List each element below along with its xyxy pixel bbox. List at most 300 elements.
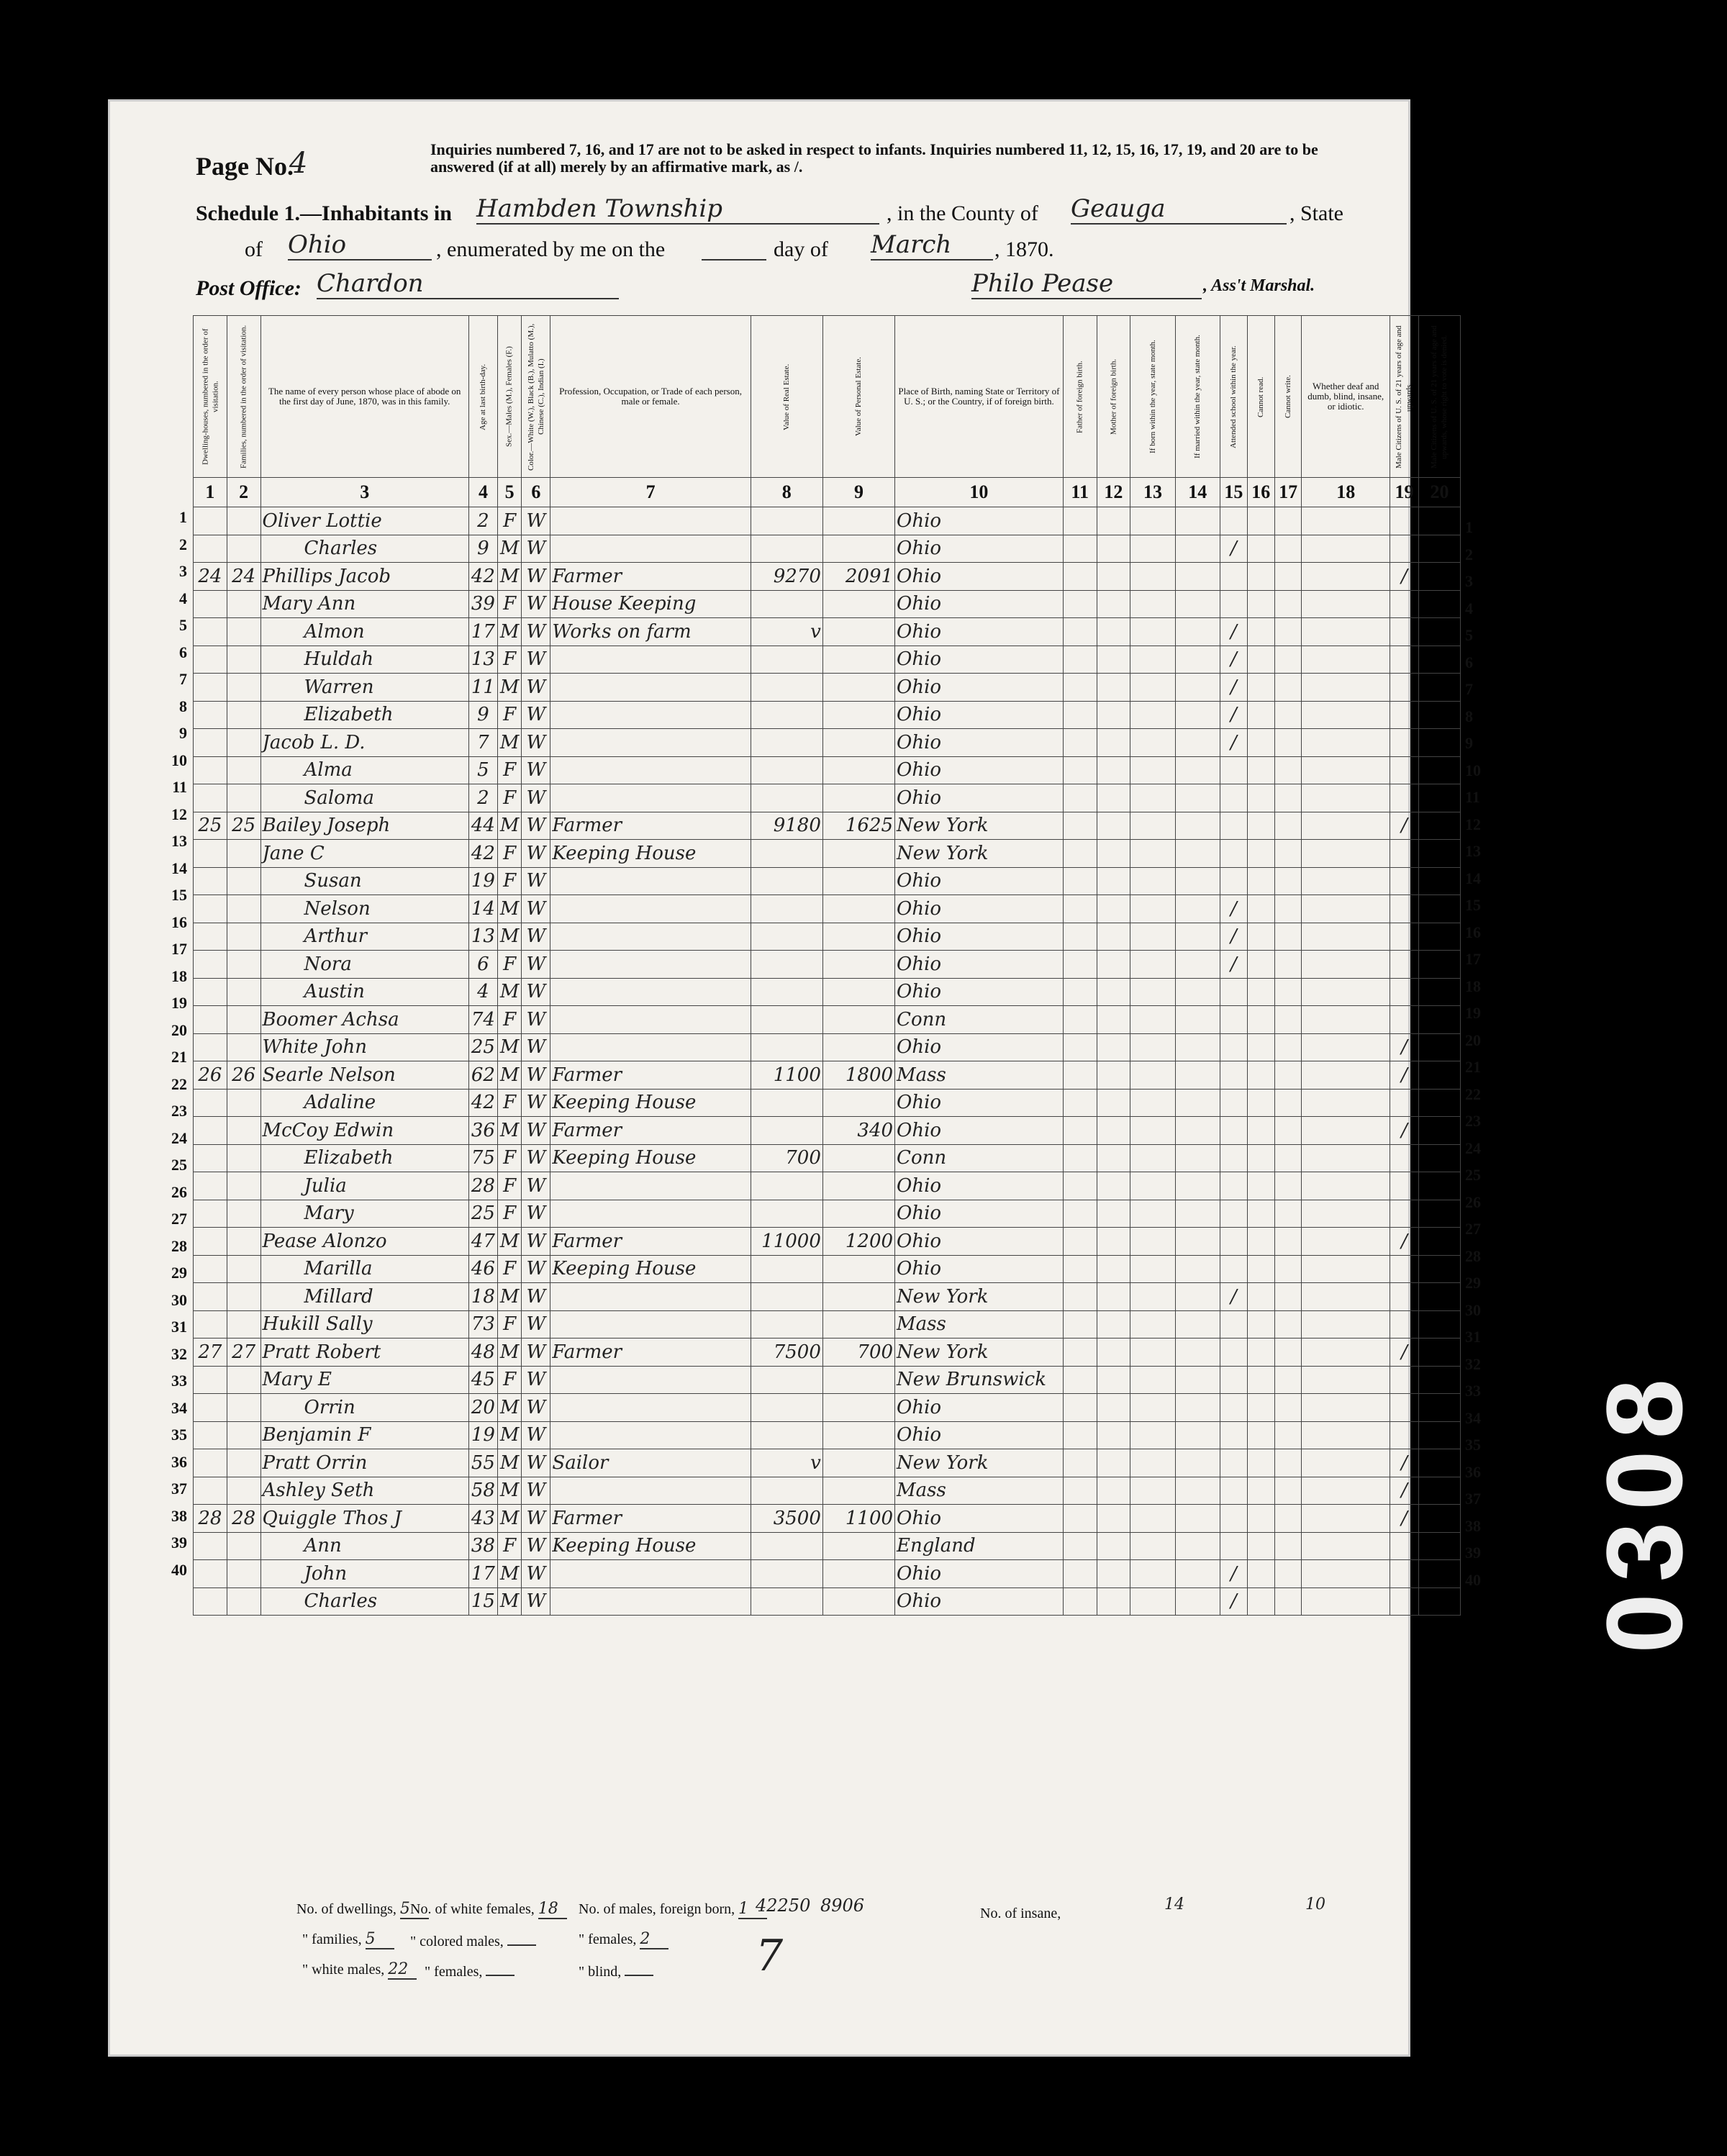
row-number-right: 4 bbox=[1465, 599, 1473, 617]
age: 45 bbox=[468, 1366, 497, 1394]
column-header-17: Cannot write. bbox=[1274, 316, 1302, 478]
row-number-right: 19 bbox=[1465, 1004, 1481, 1022]
color: W bbox=[522, 1394, 550, 1422]
born-within-year bbox=[1130, 812, 1175, 840]
father-foreign bbox=[1063, 895, 1097, 923]
married-within-year bbox=[1175, 1200, 1220, 1228]
row-number-left: 28 bbox=[171, 1236, 187, 1255]
father-foreign bbox=[1063, 1117, 1097, 1145]
sex: F bbox=[497, 1255, 521, 1283]
color: W bbox=[522, 1532, 550, 1560]
person-name: Alma bbox=[260, 756, 468, 784]
family-number bbox=[227, 1089, 260, 1117]
cannot-read bbox=[1247, 1532, 1274, 1560]
mother-foreign bbox=[1097, 1394, 1130, 1422]
family-number bbox=[227, 1033, 260, 1061]
mother-foreign bbox=[1097, 1117, 1130, 1145]
sex: M bbox=[497, 895, 521, 923]
table-row bbox=[194, 1200, 1461, 1228]
personal-estate-value bbox=[822, 1283, 894, 1311]
real-estate-value bbox=[751, 895, 822, 923]
age: 2 bbox=[468, 784, 497, 812]
vote-denied bbox=[1418, 1144, 1460, 1172]
father-foreign bbox=[1063, 867, 1097, 895]
born-within-year bbox=[1130, 1061, 1175, 1090]
attended-school bbox=[1220, 1228, 1247, 1256]
family-number bbox=[227, 590, 260, 618]
born-within-year bbox=[1130, 1394, 1175, 1422]
table-row bbox=[194, 895, 1461, 923]
marshal-label: , Ass't Marshal. bbox=[1203, 276, 1315, 295]
age: 2 bbox=[468, 507, 497, 535]
married-within-year bbox=[1175, 1560, 1220, 1588]
state-value: Ohio bbox=[288, 230, 432, 261]
row-number-right: 1 bbox=[1465, 518, 1473, 536]
personal-estate-value bbox=[822, 729, 894, 757]
county-label: , in the County of bbox=[887, 201, 1038, 225]
attended-school bbox=[1220, 1477, 1247, 1505]
column-header-4: Age at last birth-day. bbox=[468, 316, 497, 478]
mother-foreign bbox=[1097, 590, 1130, 618]
attended-school bbox=[1220, 1006, 1247, 1034]
cannot-write bbox=[1274, 507, 1302, 535]
row-number-right: 12 bbox=[1465, 815, 1481, 833]
born-within-year bbox=[1130, 978, 1175, 1006]
birth-place: Ohio bbox=[895, 1089, 1064, 1117]
personal-estate-value bbox=[822, 1394, 894, 1422]
cannot-write bbox=[1274, 1366, 1302, 1394]
real-estate-value bbox=[751, 1089, 822, 1117]
table-row bbox=[194, 784, 1461, 812]
cannot-write bbox=[1274, 674, 1302, 702]
attended-school bbox=[1220, 840, 1247, 868]
attended-school bbox=[1220, 1200, 1247, 1228]
vote-denied bbox=[1418, 923, 1460, 951]
cannot-read bbox=[1247, 1061, 1274, 1090]
married-within-year bbox=[1175, 1228, 1220, 1256]
cannot-write bbox=[1274, 1144, 1302, 1172]
age: 20 bbox=[468, 1394, 497, 1422]
birth-place: Mass bbox=[895, 1477, 1064, 1505]
occupation: Farmer bbox=[550, 563, 751, 591]
row-number-right: 9 bbox=[1465, 734, 1473, 752]
real-estate-value: 7500 bbox=[751, 1339, 822, 1367]
family-number bbox=[227, 1310, 260, 1339]
vote-denied bbox=[1418, 507, 1460, 535]
occupation: Farmer bbox=[550, 1117, 751, 1145]
father-foreign bbox=[1063, 1532, 1097, 1560]
table-row bbox=[194, 590, 1461, 618]
real-estate-value bbox=[751, 756, 822, 784]
occupation bbox=[550, 674, 751, 702]
cannot-write bbox=[1274, 1505, 1302, 1533]
real-estate-value bbox=[751, 978, 822, 1006]
vote-denied bbox=[1418, 1117, 1460, 1145]
color: W bbox=[522, 618, 550, 646]
attended-school bbox=[1220, 867, 1247, 895]
person-name: Charles bbox=[260, 1587, 468, 1616]
occupation: Works on farm bbox=[550, 618, 751, 646]
age: 36 bbox=[468, 1117, 497, 1145]
foreign-males-count: 1 bbox=[738, 1900, 767, 1919]
occupation bbox=[550, 756, 751, 784]
row-number-left: 36 bbox=[171, 1452, 187, 1471]
row-number-left: 7 bbox=[179, 670, 187, 688]
table-row bbox=[194, 1117, 1461, 1145]
married-within-year bbox=[1175, 1477, 1220, 1505]
mother-foreign bbox=[1097, 1449, 1130, 1477]
male-citizen bbox=[1390, 1532, 1418, 1560]
father-foreign bbox=[1063, 1421, 1097, 1449]
personal-estate-value bbox=[822, 1449, 894, 1477]
dwelling-number bbox=[194, 867, 227, 895]
attended-school: / bbox=[1220, 923, 1247, 951]
foreign-females-count: 2 bbox=[640, 1930, 668, 1949]
cannot-read bbox=[1247, 867, 1274, 895]
married-within-year bbox=[1175, 840, 1220, 868]
color: W bbox=[522, 812, 550, 840]
row-number-right: 39 bbox=[1465, 1544, 1481, 1562]
row-number-right: 40 bbox=[1465, 1570, 1481, 1589]
cannot-read bbox=[1247, 784, 1274, 812]
disability bbox=[1302, 729, 1390, 757]
personal-estate-value bbox=[822, 618, 894, 646]
column-number-19: 19 bbox=[1390, 478, 1418, 507]
sex: M bbox=[497, 978, 521, 1006]
cannot-read bbox=[1247, 618, 1274, 646]
occupation: Farmer bbox=[550, 1228, 751, 1256]
state-label: , State bbox=[1289, 201, 1343, 225]
person-name: Charles bbox=[260, 535, 468, 563]
personal-estate-value bbox=[822, 1033, 894, 1061]
sex: M bbox=[497, 729, 521, 757]
family-number bbox=[227, 1532, 260, 1560]
sex: M bbox=[497, 535, 521, 563]
dwelling-number bbox=[194, 1117, 227, 1145]
mother-foreign bbox=[1097, 1477, 1130, 1505]
mother-foreign bbox=[1097, 784, 1130, 812]
person-name: Pratt Robert bbox=[260, 1339, 468, 1367]
born-within-year bbox=[1130, 756, 1175, 784]
row-number-right: 37 bbox=[1465, 1490, 1481, 1508]
row-number-left: 27 bbox=[171, 1210, 187, 1228]
age: 15 bbox=[468, 1587, 497, 1616]
family-number bbox=[227, 895, 260, 923]
row-number-right: 38 bbox=[1465, 1516, 1481, 1535]
born-within-year bbox=[1130, 1255, 1175, 1283]
born-within-year bbox=[1130, 1366, 1175, 1394]
family-number bbox=[227, 1200, 260, 1228]
column-header-2: Families, numbered in the order of visitation. bbox=[227, 316, 260, 478]
male-citizen bbox=[1390, 674, 1418, 702]
person-name: White John bbox=[260, 1033, 468, 1061]
cannot-write bbox=[1274, 1560, 1302, 1588]
family-number bbox=[227, 618, 260, 646]
cannot-read bbox=[1247, 951, 1274, 979]
age: 9 bbox=[468, 701, 497, 729]
dwelling-number bbox=[194, 1144, 227, 1172]
born-within-year bbox=[1130, 1200, 1175, 1228]
cannot-read bbox=[1247, 840, 1274, 868]
cannot-read bbox=[1247, 1089, 1274, 1117]
colored-males-count bbox=[507, 1930, 536, 1946]
age: 5 bbox=[468, 756, 497, 784]
real-estate-value bbox=[751, 507, 822, 535]
birth-place: Ohio bbox=[895, 507, 1064, 535]
age: 7 bbox=[468, 729, 497, 757]
born-within-year bbox=[1130, 590, 1175, 618]
color: W bbox=[522, 1449, 550, 1477]
family-number: 24 bbox=[227, 563, 260, 591]
sex: M bbox=[497, 1505, 521, 1533]
vote-denied bbox=[1418, 1366, 1460, 1394]
colored-males-label: " colored males, bbox=[410, 1934, 504, 1949]
person-name: Jacob L. D. bbox=[260, 729, 468, 757]
sex: M bbox=[497, 812, 521, 840]
vote-denied bbox=[1418, 1310, 1460, 1339]
colored-females-label: " females, bbox=[425, 1964, 483, 1980]
column-number-1: 1 bbox=[194, 478, 227, 507]
real-estate-value bbox=[751, 1200, 822, 1228]
attended-school: / bbox=[1220, 701, 1247, 729]
white-females-label: No. of white females, bbox=[410, 1901, 535, 1917]
real-estate-value bbox=[751, 729, 822, 757]
dwellings-count: 5 bbox=[400, 1900, 429, 1919]
vote-denied bbox=[1418, 867, 1460, 895]
occupation bbox=[550, 1310, 751, 1339]
vote-denied bbox=[1418, 674, 1460, 702]
real-estate-value bbox=[751, 701, 822, 729]
married-within-year bbox=[1175, 618, 1220, 646]
sex: F bbox=[497, 1532, 521, 1560]
table-row bbox=[194, 1172, 1461, 1200]
vote-denied bbox=[1418, 1505, 1460, 1533]
mother-foreign bbox=[1097, 1532, 1130, 1560]
birth-place: Ohio bbox=[895, 1200, 1064, 1228]
row-number-left: 19 bbox=[171, 994, 187, 1012]
personal-estate-value bbox=[822, 535, 894, 563]
disability bbox=[1302, 1200, 1390, 1228]
cannot-read bbox=[1247, 1366, 1274, 1394]
table-row bbox=[194, 1144, 1461, 1172]
sex: M bbox=[497, 1061, 521, 1090]
table-row bbox=[194, 867, 1461, 895]
age: 17 bbox=[468, 618, 497, 646]
birth-place: Ohio bbox=[895, 951, 1064, 979]
sex: F bbox=[497, 867, 521, 895]
age: 25 bbox=[468, 1200, 497, 1228]
personal-estate-value bbox=[822, 1089, 894, 1117]
married-within-year bbox=[1175, 1421, 1220, 1449]
cannot-write bbox=[1274, 1089, 1302, 1117]
cannot-write bbox=[1274, 784, 1302, 812]
vote-denied bbox=[1418, 784, 1460, 812]
cannot-read bbox=[1247, 1172, 1274, 1200]
married-within-year bbox=[1175, 1033, 1220, 1061]
color: W bbox=[522, 784, 550, 812]
age: 74 bbox=[468, 1006, 497, 1034]
row-number-left: 21 bbox=[171, 1048, 187, 1066]
disability bbox=[1302, 535, 1390, 563]
row-number-left: 25 bbox=[171, 1156, 187, 1174]
table-row bbox=[194, 1449, 1461, 1477]
sex: F bbox=[497, 1089, 521, 1117]
attended-school bbox=[1220, 784, 1247, 812]
white-males-label: " white males, bbox=[302, 1962, 385, 1978]
married-within-year bbox=[1175, 1449, 1220, 1477]
vote-denied bbox=[1418, 535, 1460, 563]
vote-denied bbox=[1418, 1532, 1460, 1560]
father-foreign bbox=[1063, 590, 1097, 618]
mother-foreign bbox=[1097, 1505, 1130, 1533]
row-number-left: 16 bbox=[171, 912, 187, 931]
person-name: Pratt Orrin bbox=[260, 1449, 468, 1477]
family-number bbox=[227, 1560, 260, 1588]
color: W bbox=[522, 1560, 550, 1588]
dwelling-number bbox=[194, 1228, 227, 1256]
person-name: Marilla bbox=[260, 1255, 468, 1283]
column-header-11: Father of foreign birth. bbox=[1063, 316, 1097, 478]
vote-denied bbox=[1418, 1421, 1460, 1449]
sex: M bbox=[497, 1421, 521, 1449]
mother-foreign bbox=[1097, 1172, 1130, 1200]
occupation bbox=[550, 951, 751, 979]
dwelling-number bbox=[194, 1255, 227, 1283]
married-within-year bbox=[1175, 563, 1220, 591]
cannot-write bbox=[1274, 1449, 1302, 1477]
row-number-left: 35 bbox=[171, 1426, 187, 1444]
cannot-read bbox=[1247, 1477, 1274, 1505]
row-number-right: 5 bbox=[1465, 626, 1473, 644]
row-number-left: 18 bbox=[171, 966, 187, 985]
mother-foreign bbox=[1097, 1421, 1130, 1449]
family-number bbox=[227, 1117, 260, 1145]
age: 42 bbox=[468, 840, 497, 868]
male-citizen bbox=[1390, 1587, 1418, 1616]
cannot-write bbox=[1274, 840, 1302, 868]
personal-estate-value: 1100 bbox=[822, 1505, 894, 1533]
born-within-year bbox=[1130, 1587, 1175, 1616]
census-sheet bbox=[108, 99, 1481, 2057]
real-estate-value bbox=[751, 1560, 822, 1588]
birth-place: Ohio bbox=[895, 674, 1064, 702]
row-number-left: 24 bbox=[171, 1128, 187, 1147]
personal-estate-value bbox=[822, 1421, 894, 1449]
cannot-write bbox=[1274, 1421, 1302, 1449]
cannot-write bbox=[1274, 1477, 1302, 1505]
disability bbox=[1302, 1255, 1390, 1283]
mother-foreign bbox=[1097, 1310, 1130, 1339]
male-citizen bbox=[1390, 1200, 1418, 1228]
male-citizen: / bbox=[1390, 1228, 1418, 1256]
color: W bbox=[522, 923, 550, 951]
disability bbox=[1302, 1310, 1390, 1339]
row-number-right: 28 bbox=[1465, 1246, 1481, 1265]
father-foreign bbox=[1063, 1200, 1097, 1228]
age: 9 bbox=[468, 535, 497, 563]
age: 73 bbox=[468, 1310, 497, 1339]
disability bbox=[1302, 1532, 1390, 1560]
person-name: Phillips Jacob bbox=[260, 563, 468, 591]
sex: M bbox=[497, 923, 521, 951]
occupation bbox=[550, 1477, 751, 1505]
color: W bbox=[522, 840, 550, 868]
mother-foreign bbox=[1097, 895, 1130, 923]
mother-foreign bbox=[1097, 923, 1130, 951]
mother-foreign bbox=[1097, 674, 1130, 702]
white-females-count: 18 bbox=[538, 1900, 567, 1919]
cannot-read bbox=[1247, 1339, 1274, 1367]
personal-estate-value bbox=[822, 1255, 894, 1283]
table-row bbox=[194, 1421, 1461, 1449]
row-number-right: 17 bbox=[1465, 950, 1481, 968]
age: 46 bbox=[468, 1255, 497, 1283]
citizens-total: 10 bbox=[1305, 1895, 1325, 1913]
real-estate-value bbox=[751, 1006, 822, 1034]
born-within-year bbox=[1130, 1560, 1175, 1588]
mother-foreign bbox=[1097, 1200, 1130, 1228]
mother-foreign bbox=[1097, 563, 1130, 591]
table-row bbox=[194, 535, 1461, 563]
family-number bbox=[227, 674, 260, 702]
dwelling-number: 27 bbox=[194, 1339, 227, 1367]
birth-place: Ohio bbox=[895, 1394, 1064, 1422]
father-foreign bbox=[1063, 1366, 1097, 1394]
column-number-11: 11 bbox=[1063, 478, 1097, 507]
occupation bbox=[550, 923, 751, 951]
real-estate-value bbox=[751, 1117, 822, 1145]
disability bbox=[1302, 1366, 1390, 1394]
male-citizen: / bbox=[1390, 1061, 1418, 1090]
family-number bbox=[227, 1255, 260, 1283]
real-estate-value bbox=[751, 1283, 822, 1311]
personal-estate-value bbox=[822, 646, 894, 674]
born-within-year bbox=[1130, 1310, 1175, 1339]
attended-school: / bbox=[1220, 535, 1247, 563]
cannot-write bbox=[1274, 1117, 1302, 1145]
person-name: Mary E bbox=[260, 1366, 468, 1394]
column-header-6: Color.—White (W.), Black (B.), Mulatto (M.), Chinese (C.), Indian (I.) bbox=[522, 316, 550, 478]
male-citizen: / bbox=[1390, 1449, 1418, 1477]
birth-place: Ohio bbox=[895, 1505, 1064, 1533]
table-row bbox=[194, 1255, 1461, 1283]
family-number bbox=[227, 729, 260, 757]
occupation bbox=[550, 1172, 751, 1200]
mother-foreign bbox=[1097, 646, 1130, 674]
person-name: Julia bbox=[260, 1172, 468, 1200]
occupation bbox=[550, 646, 751, 674]
color: W bbox=[522, 1477, 550, 1505]
vote-denied bbox=[1418, 1560, 1460, 1588]
cannot-read bbox=[1247, 701, 1274, 729]
sex: F bbox=[497, 1310, 521, 1339]
real-estate-value bbox=[751, 1477, 822, 1505]
dwelling-number bbox=[194, 895, 227, 923]
cannot-read bbox=[1247, 1505, 1274, 1533]
person-name: Boomer Achsa bbox=[260, 1006, 468, 1034]
family-number bbox=[227, 535, 260, 563]
column-header-7: Profession, Occupation, or Trade of each person, male or female. bbox=[550, 316, 751, 478]
attended-school: / bbox=[1220, 674, 1247, 702]
disability bbox=[1302, 1505, 1390, 1533]
census-rows bbox=[194, 507, 1461, 1616]
schedule-label: Schedule 1.—Inhabitants in bbox=[196, 201, 452, 225]
age: 28 bbox=[468, 1172, 497, 1200]
column-numbers bbox=[194, 478, 1461, 507]
table-row bbox=[194, 923, 1461, 951]
real-estate-value bbox=[751, 1310, 822, 1339]
cannot-write bbox=[1274, 535, 1302, 563]
